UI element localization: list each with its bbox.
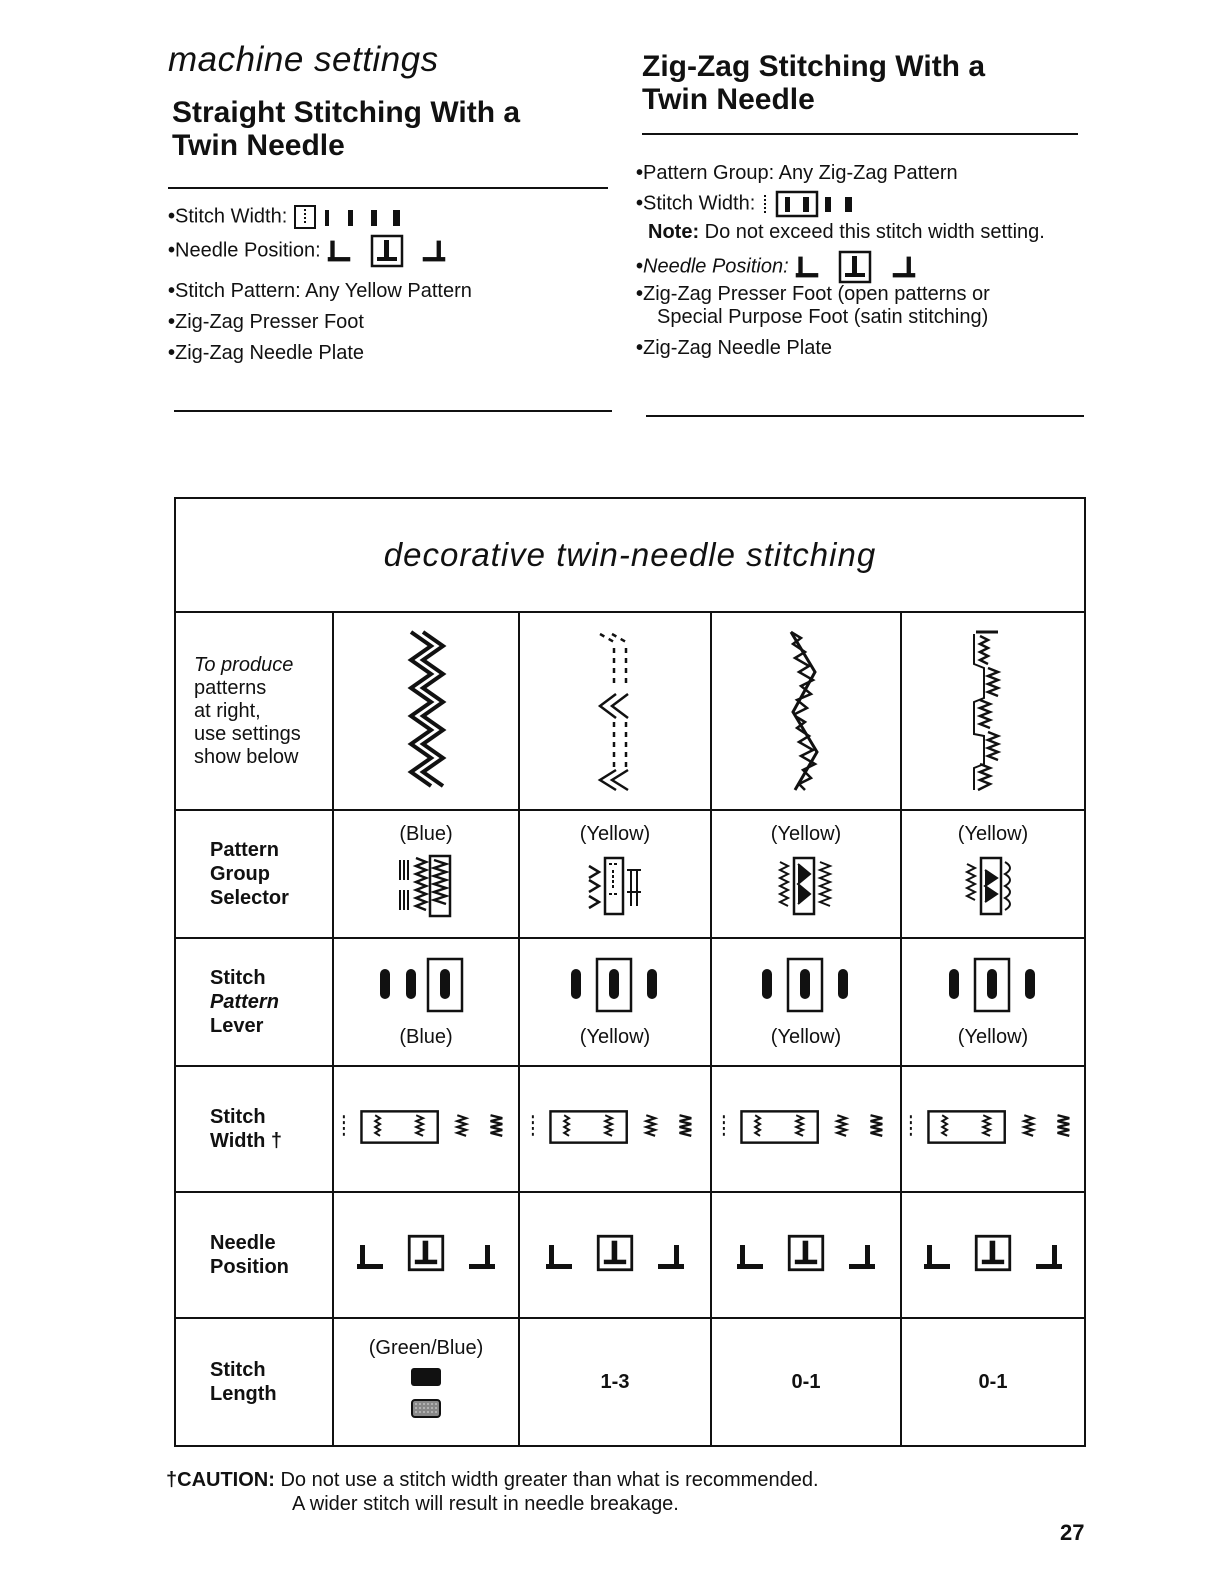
stitch-pattern-cell: (Blue) xyxy=(333,938,519,1066)
pattern-group-selector-icon xyxy=(774,850,838,920)
stitch-length-icon xyxy=(409,1366,443,1422)
pattern-group-selector-icon xyxy=(394,850,458,920)
pattern-sample-1 xyxy=(333,612,519,810)
caution-note-line2: A wider stitch will result in needle breakage. xyxy=(292,1493,679,1515)
stitch-pattern-lever-icon xyxy=(376,955,476,1015)
left-heading: Straight Stitching With a Twin Needle xyxy=(172,96,521,162)
row-label-needle-position: Needle Position xyxy=(175,1192,333,1318)
needle-right-icon xyxy=(847,1242,877,1272)
needle-left-icon xyxy=(735,1242,765,1272)
left-presser-foot: •Zig-Zag Presser Foot xyxy=(168,311,364,333)
needle-position-cell xyxy=(519,1192,711,1318)
stitch-pattern-lever-icon xyxy=(943,955,1043,1015)
pattern-group-cell: (Blue) xyxy=(333,810,519,938)
divider xyxy=(642,133,1078,135)
right-presser-foot: •Zig-Zag Presser Foot (open patterns or Special Purpose Foot (satin stitching) xyxy=(636,283,990,328)
needle-center-icon xyxy=(787,1234,825,1272)
needle-right-icon xyxy=(1034,1242,1064,1272)
row-label-pattern-group: Pattern Group Selector xyxy=(175,810,333,938)
row-label-stitch-length: Stitch Length xyxy=(175,1318,333,1446)
left-stitch-pattern: •Stitch Pattern: Any Yellow Pattern xyxy=(168,280,472,302)
zigzag-pattern-icon xyxy=(391,624,461,794)
needle-position-cell xyxy=(711,1192,901,1318)
stitch-width-cell xyxy=(519,1066,711,1192)
needle-right-icon xyxy=(891,254,917,280)
needle-right-icon xyxy=(421,238,447,264)
left-needle-position: •Needle Position: xyxy=(168,234,447,268)
right-pattern-group: •Pattern Group: Any Zig-Zag Pattern xyxy=(636,162,958,184)
twin-needle-table xyxy=(174,497,1086,1447)
divider xyxy=(646,415,1084,417)
needle-left-icon xyxy=(794,254,820,280)
pattern-group-cell: (Yellow) xyxy=(519,810,711,938)
stitch-pattern-cell: (Yellow) xyxy=(901,938,1085,1066)
row-label-stitch-width: Stitch Width † xyxy=(175,1066,333,1192)
right-note: Note: Do not exceed this stitch width setting. xyxy=(648,221,1045,243)
right-needle-position: •Needle Position: xyxy=(636,250,917,284)
needle-center-icon xyxy=(596,1234,634,1272)
needle-left-icon xyxy=(326,238,352,264)
needle-position-cell xyxy=(333,1192,519,1318)
intro-label: To produce patterns at right, use settings show below xyxy=(175,612,333,810)
divider xyxy=(174,410,612,412)
needle-right-icon xyxy=(467,1242,497,1272)
needle-center-icon xyxy=(838,250,872,284)
stitch-width-setting-icon xyxy=(905,1107,1081,1147)
stitch-width-cell xyxy=(333,1066,519,1192)
left-needle-plate: •Zig-Zag Needle Plate xyxy=(168,342,364,364)
needle-left-icon xyxy=(922,1242,952,1272)
serpentine-pattern-icon xyxy=(958,624,1028,794)
stitch-width-icon xyxy=(761,190,861,218)
caution-note: †CAUTION: Do not use a stitch width greater than what is recommended. xyxy=(166,1469,819,1491)
section-title: machine settings xyxy=(168,40,439,79)
right-stitch-width: •Stitch Width: xyxy=(636,190,861,218)
stitch-width-cell xyxy=(901,1066,1085,1192)
needle-center-icon xyxy=(370,234,404,268)
needle-left-icon xyxy=(544,1242,574,1272)
stitch-length-cell: 0-1 xyxy=(711,1318,901,1446)
stitch-width-icon xyxy=(293,204,413,230)
divider xyxy=(168,187,608,189)
stitch-width-setting-icon xyxy=(718,1107,894,1147)
needle-center-icon xyxy=(974,1234,1012,1272)
satin-pattern-icon xyxy=(771,624,841,794)
stitch-length-cell: 0-1 xyxy=(901,1318,1085,1446)
needle-center-icon xyxy=(407,1234,445,1272)
right-heading: Zig-Zag Stitching With a Twin Needle xyxy=(642,50,986,116)
needle-position-cell xyxy=(901,1192,1085,1318)
pattern-group-selector-icon xyxy=(961,850,1025,920)
stitch-width-setting-icon xyxy=(338,1107,514,1147)
table-title: decorative twin-needle stitching xyxy=(175,498,1085,612)
needle-right-icon xyxy=(656,1242,686,1272)
pattern-sample-2 xyxy=(519,612,711,810)
stitch-pattern-lever-icon xyxy=(565,955,665,1015)
pattern-group-selector-icon xyxy=(583,850,647,920)
right-needle-plate: •Zig-Zag Needle Plate xyxy=(636,337,832,359)
stitch-pattern-cell: (Yellow) xyxy=(711,938,901,1066)
stitch-width-setting-icon xyxy=(527,1107,703,1147)
page-number: 27 xyxy=(1060,1520,1085,1545)
stitch-length-cell: 1-3 xyxy=(519,1318,711,1446)
needle-left-icon xyxy=(355,1242,385,1272)
stitch-pattern-lever-icon xyxy=(756,955,856,1015)
stitch-width-cell xyxy=(711,1066,901,1192)
blindstitch-pattern-icon xyxy=(580,624,650,794)
left-stitch-width: •Stitch Width: xyxy=(168,204,413,230)
stitch-length-cell: (Green/Blue) xyxy=(333,1318,519,1446)
stitch-pattern-cell: (Yellow) xyxy=(519,938,711,1066)
row-label-stitch-pattern: Stitch Pattern Lever xyxy=(175,938,333,1066)
pattern-sample-3 xyxy=(711,612,901,810)
pattern-group-cell: (Yellow) xyxy=(901,810,1085,938)
pattern-group-cell: (Yellow) xyxy=(711,810,901,938)
pattern-sample-4 xyxy=(901,612,1085,810)
